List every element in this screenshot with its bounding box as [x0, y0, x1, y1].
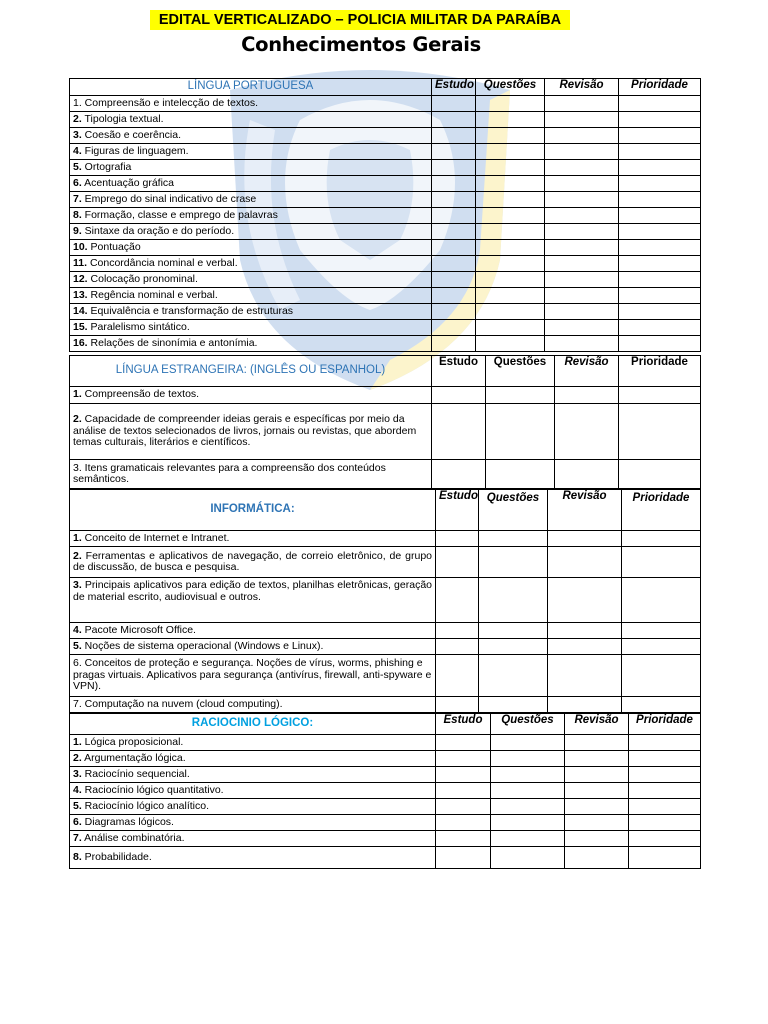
- prioridade-cell[interactable]: [619, 288, 701, 304]
- topic-text: 6. Diagramas lógicos.: [70, 815, 436, 831]
- revisao-cell[interactable]: [555, 460, 619, 489]
- prioridade-cell[interactable]: [629, 767, 701, 783]
- revisao-cell[interactable]: [545, 288, 619, 304]
- estudo-cell[interactable]: [436, 735, 491, 751]
- revisao-cell[interactable]: [565, 735, 629, 751]
- column-header-prioridade: Prioridade: [629, 714, 701, 735]
- topic-text: 7. Análise combinatória.: [70, 831, 436, 847]
- revisao-cell[interactable]: [548, 639, 622, 655]
- revisao-cell[interactable]: [548, 531, 622, 547]
- estudo-cell[interactable]: [436, 783, 491, 799]
- section-title: LÍNGUA PORTUGUESA: [70, 79, 432, 96]
- topic-text: 1. Conceito de Internet e Intranet.: [70, 531, 436, 547]
- topic-row: [70, 767, 701, 783]
- prioridade-cell[interactable]: [619, 256, 701, 272]
- prioridade-cell[interactable]: [619, 128, 701, 144]
- topic-text: 4. Pacote Microsoft Office.: [70, 623, 436, 639]
- estudo-cell[interactable]: [432, 128, 476, 144]
- questoes-cell[interactable]: [476, 256, 545, 272]
- topic-text: 4. Raciocínio lógico quantitativo.: [70, 783, 436, 799]
- topic-row: [70, 304, 701, 320]
- questoes-cell[interactable]: [479, 623, 548, 639]
- prioridade-cell[interactable]: [619, 96, 701, 112]
- prioridade-cell[interactable]: [629, 847, 701, 869]
- revisao-cell[interactable]: [548, 578, 622, 623]
- prioridade-cell[interactable]: [629, 751, 701, 767]
- revisao-cell[interactable]: [565, 847, 629, 869]
- column-header-questoes: Questões: [491, 714, 565, 735]
- revisao-cell[interactable]: [545, 144, 619, 160]
- questoes-cell[interactable]: [491, 831, 565, 847]
- column-header-prioridade: Prioridade: [619, 79, 701, 96]
- topic-text: 6. Acentuação gráfica: [70, 176, 432, 192]
- prioridade-cell[interactable]: [629, 783, 701, 799]
- estudo-cell[interactable]: [436, 831, 491, 847]
- revisao-cell[interactable]: [545, 176, 619, 192]
- topic-row: [70, 639, 701, 655]
- column-header-questoes: Questões: [479, 490, 548, 531]
- topic-text: 12. Colocação pronominal.: [70, 272, 432, 288]
- estudo-cell[interactable]: [432, 304, 476, 320]
- document-subtitle: Conhecimentos Gerais: [241, 33, 481, 56]
- topic-text: 1. Compreensão de textos.: [70, 387, 432, 404]
- estudo-cell[interactable]: [432, 112, 476, 128]
- estudo-cell[interactable]: [436, 531, 479, 547]
- topic-text: 5. Ortografia: [70, 160, 432, 176]
- revisao-cell[interactable]: [565, 815, 629, 831]
- estudo-cell[interactable]: [436, 655, 479, 697]
- questoes-cell[interactable]: [476, 208, 545, 224]
- section-header-row: [70, 490, 701, 531]
- questoes-cell[interactable]: [476, 96, 545, 112]
- column-header-estudo: Estudo: [432, 79, 476, 96]
- prioridade-cell[interactable]: [629, 831, 701, 847]
- topic-row: [70, 240, 701, 256]
- topic-text: 7. Emprego do sinal indicativo de crase: [70, 192, 432, 208]
- estudo-cell[interactable]: [436, 799, 491, 815]
- questoes-cell[interactable]: [486, 404, 555, 460]
- estudo-cell[interactable]: [432, 160, 476, 176]
- questoes-cell[interactable]: [479, 697, 548, 713]
- revisao-cell[interactable]: [555, 387, 619, 404]
- prioridade-cell[interactable]: [619, 304, 701, 320]
- questoes-cell[interactable]: [476, 304, 545, 320]
- revisao-cell[interactable]: [565, 831, 629, 847]
- revisao-cell[interactable]: [565, 783, 629, 799]
- topic-text: 5. Raciocínio lógico analítico.: [70, 799, 436, 815]
- topic-text: 3. Coesão e coerência.: [70, 128, 432, 144]
- topic-row: [70, 578, 701, 623]
- prioridade-cell[interactable]: [619, 320, 701, 336]
- questoes-cell[interactable]: [479, 639, 548, 655]
- estudo-cell[interactable]: [436, 639, 479, 655]
- column-header-revisao: Revisão: [565, 714, 629, 735]
- section-header-row: [70, 79, 701, 96]
- questoes-cell[interactable]: [491, 847, 565, 869]
- topic-text: 1. Compreensão e intelecção de textos.: [70, 96, 432, 112]
- column-header-estudo: Estudo: [436, 714, 491, 735]
- topic-text: 5. Noções de sistema operacional (Windows e Linux).: [70, 639, 436, 655]
- estudo-cell[interactable]: [432, 336, 476, 352]
- topic-text: 9. Sintaxe da oração e do período.: [70, 224, 432, 240]
- topic-row: [70, 224, 701, 240]
- estudo-cell[interactable]: [432, 460, 486, 489]
- estudo-cell[interactable]: [432, 192, 476, 208]
- topic-row: [70, 272, 701, 288]
- prioridade-cell[interactable]: [619, 144, 701, 160]
- prioridade-cell[interactable]: [619, 404, 701, 460]
- questoes-cell[interactable]: [486, 387, 555, 404]
- topic-text: 11. Concordância nominal e verbal.: [70, 256, 432, 272]
- topic-text: 15. Paralelismo sintático.: [70, 320, 432, 336]
- prioridade-cell[interactable]: [619, 387, 701, 404]
- topic-row: [70, 831, 701, 847]
- estudo-cell[interactable]: [432, 387, 486, 404]
- estudo-cell[interactable]: [436, 547, 479, 578]
- prioridade-cell[interactable]: [619, 160, 701, 176]
- topic-row: [70, 847, 701, 869]
- estudo-cell[interactable]: [432, 176, 476, 192]
- topic-row: [70, 144, 701, 160]
- section-lingua-estrangeira: [69, 355, 701, 489]
- estudo-cell[interactable]: [436, 578, 479, 623]
- prioridade-cell[interactable]: [622, 623, 701, 639]
- revisao-cell[interactable]: [548, 547, 622, 578]
- questoes-cell[interactable]: [476, 240, 545, 256]
- questoes-cell[interactable]: [476, 128, 545, 144]
- section-title: RACIOCINIO LÓGICO:: [70, 714, 436, 735]
- column-header-prioridade: Prioridade: [622, 490, 701, 531]
- estudo-cell[interactable]: [436, 697, 479, 713]
- revisao-cell[interactable]: [545, 160, 619, 176]
- topic-row: [70, 531, 701, 547]
- prioridade-cell[interactable]: [619, 192, 701, 208]
- topic-row: [70, 256, 701, 272]
- prioridade-cell[interactable]: [629, 799, 701, 815]
- revisao-cell[interactable]: [545, 208, 619, 224]
- prioridade-cell[interactable]: [629, 735, 701, 751]
- topic-text: 10. Pontuação: [70, 240, 432, 256]
- questoes-cell[interactable]: [491, 815, 565, 831]
- topic-text: 13. Regência nominal e verbal.: [70, 288, 432, 304]
- topic-text: 1. Lógica proposicional.: [70, 735, 436, 751]
- topic-text: 2. Capacidade de compreender ideias gerais e específicas por meio da análise de textos selecionados de livros, jornais ou revistas, que abordem temas culturais, literários e científicos.: [70, 404, 432, 460]
- estudo-cell[interactable]: [432, 96, 476, 112]
- section-title: INFORMÁTICA:: [70, 490, 436, 531]
- revisao-cell[interactable]: [565, 767, 629, 783]
- topic-row: [70, 751, 701, 767]
- estudo-cell[interactable]: [436, 815, 491, 831]
- prioridade-cell[interactable]: [619, 176, 701, 192]
- prioridade-cell[interactable]: [619, 336, 701, 352]
- prioridade-cell[interactable]: [622, 547, 701, 578]
- topic-row: [70, 387, 701, 404]
- topic-text: 2. Tipologia textual.: [70, 112, 432, 128]
- topic-text: 14. Equivalência e transformação de estruturas: [70, 304, 432, 320]
- prioridade-cell[interactable]: [622, 531, 701, 547]
- estudo-cell[interactable]: [432, 240, 476, 256]
- topic-row: [70, 547, 701, 578]
- questoes-cell[interactable]: [491, 751, 565, 767]
- topic-row: [70, 160, 701, 176]
- estudo-cell[interactable]: [436, 751, 491, 767]
- topic-row: [70, 460, 701, 489]
- topic-text: 8. Probabilidade.: [70, 847, 436, 869]
- questoes-cell[interactable]: [479, 531, 548, 547]
- topic-row: [70, 735, 701, 751]
- column-header-revisao: Revisão: [545, 79, 619, 96]
- questoes-cell[interactable]: [491, 799, 565, 815]
- column-header-revisao: Revisão: [548, 490, 622, 531]
- topic-row: [70, 320, 701, 336]
- questoes-cell[interactable]: [491, 767, 565, 783]
- estudo-cell[interactable]: [432, 288, 476, 304]
- questoes-cell[interactable]: [476, 288, 545, 304]
- revisao-cell[interactable]: [545, 224, 619, 240]
- column-header-prioridade: Prioridade: [619, 356, 701, 387]
- section-raciocinio-logico: [69, 713, 701, 869]
- revisao-cell[interactable]: [545, 192, 619, 208]
- section-lingua-portuguesa: [69, 78, 701, 352]
- prioridade-cell[interactable]: [619, 208, 701, 224]
- revisao-cell[interactable]: [555, 404, 619, 460]
- prioridade-cell[interactable]: [622, 578, 701, 623]
- revisao-cell[interactable]: [545, 128, 619, 144]
- questoes-cell[interactable]: [476, 224, 545, 240]
- prioridade-cell[interactable]: [622, 655, 701, 697]
- estudo-cell[interactable]: [432, 144, 476, 160]
- revisao-cell[interactable]: [565, 751, 629, 767]
- prioridade-cell[interactable]: [619, 224, 701, 240]
- estudo-cell[interactable]: [436, 623, 479, 639]
- column-header-questoes: Questões: [476, 79, 545, 96]
- revisao-cell[interactable]: [545, 240, 619, 256]
- prioridade-cell[interactable]: [622, 639, 701, 655]
- questoes-cell[interactable]: [486, 460, 555, 489]
- revisao-cell[interactable]: [545, 304, 619, 320]
- questoes-cell[interactable]: [476, 320, 545, 336]
- prioridade-cell[interactable]: [619, 112, 701, 128]
- topic-row: [70, 288, 701, 304]
- revisao-cell[interactable]: [545, 112, 619, 128]
- revisao-cell[interactable]: [545, 336, 619, 352]
- topic-row: [70, 623, 701, 639]
- topic-text: 16. Relações de sinonímia e antonímia.: [70, 336, 432, 352]
- estudo-cell[interactable]: [432, 224, 476, 240]
- section-informatica: [69, 489, 701, 713]
- topic-row: [70, 128, 701, 144]
- questoes-cell[interactable]: [476, 192, 545, 208]
- topic-text: 8. Formação, classe e emprego de palavras: [70, 208, 432, 224]
- topic-text: 2. Argumentação lógica.: [70, 751, 436, 767]
- topic-row: [70, 815, 701, 831]
- topic-text: 2. Ferramentas e aplicativos de navegação, de correio eletrônico, de grupo de discussão, de busca e pesquisa.: [70, 547, 436, 578]
- questoes-cell[interactable]: [476, 272, 545, 288]
- prioridade-cell[interactable]: [629, 815, 701, 831]
- prioridade-cell[interactable]: [619, 272, 701, 288]
- section-header-row: [70, 356, 701, 387]
- revisao-cell[interactable]: [548, 623, 622, 639]
- estudo-cell[interactable]: [436, 847, 491, 869]
- estudo-cell[interactable]: [432, 404, 486, 460]
- estudo-cell[interactable]: [432, 208, 476, 224]
- questoes-cell[interactable]: [479, 547, 548, 578]
- revisao-cell[interactable]: [545, 320, 619, 336]
- prioridade-cell[interactable]: [619, 460, 701, 489]
- topic-row: [70, 783, 701, 799]
- topic-row: [70, 96, 701, 112]
- estudo-cell[interactable]: [432, 272, 476, 288]
- topic-text: 4. Figuras de linguagem.: [70, 144, 432, 160]
- estudo-cell[interactable]: [432, 256, 476, 272]
- questoes-cell[interactable]: [476, 336, 545, 352]
- questoes-cell[interactable]: [476, 176, 545, 192]
- revisao-cell[interactable]: [548, 697, 622, 713]
- column-header-revisao: Revisão: [555, 356, 619, 387]
- topic-row: [70, 176, 701, 192]
- estudo-cell[interactable]: [432, 320, 476, 336]
- questoes-cell[interactable]: [491, 735, 565, 751]
- topic-text: 3. Principais aplicativos para edição de textos, planilhas eletrônicas, geração de material escrito, audiovisual e outros.: [70, 578, 436, 623]
- topic-row: [70, 112, 701, 128]
- topic-row: [70, 799, 701, 815]
- revisao-cell[interactable]: [545, 272, 619, 288]
- questoes-cell[interactable]: [479, 578, 548, 623]
- questoes-cell[interactable]: [476, 112, 545, 128]
- topic-row: [70, 208, 701, 224]
- topic-text: 6. Conceitos de proteção e segurança. Noções de vírus, worms, phishing e pragas virtuais. Aplicativos para segurança (antivírus, firewall, anti-spyware e VPN).: [70, 655, 436, 697]
- topic-row: [70, 404, 701, 460]
- estudo-cell[interactable]: [436, 767, 491, 783]
- topic-text: 7. Computação na nuvem (cloud computing).: [70, 697, 436, 713]
- revisao-cell[interactable]: [565, 799, 629, 815]
- questoes-cell[interactable]: [476, 160, 545, 176]
- section-title: LÍNGUA ESTRANGEIRA: (INGLÊS OU ESPANHOL): [70, 356, 432, 387]
- topic-row: [70, 697, 701, 713]
- topic-text: 3. Itens gramaticais relevantes para a compreensão dos conteúdos semânticos.: [70, 460, 432, 489]
- questoes-cell[interactable]: [476, 144, 545, 160]
- revisao-cell[interactable]: [545, 256, 619, 272]
- questoes-cell[interactable]: [491, 783, 565, 799]
- revisao-cell[interactable]: [548, 655, 622, 697]
- section-header-row: [70, 714, 701, 735]
- topic-row: [70, 192, 701, 208]
- document-title: EDITAL VERTICALIZADO – POLICIA MILITAR DA PARAÍBA: [150, 10, 570, 30]
- prioridade-cell[interactable]: [619, 240, 701, 256]
- topic-text: 3. Raciocínio sequencial.: [70, 767, 436, 783]
- column-header-estudo: Estudo: [432, 356, 486, 387]
- topic-row: [70, 655, 701, 697]
- revisao-cell[interactable]: [545, 96, 619, 112]
- questoes-cell[interactable]: [479, 655, 548, 697]
- column-header-estudo: Estudo: [436, 490, 479, 531]
- topic-row: [70, 336, 701, 352]
- prioridade-cell[interactable]: [622, 697, 701, 713]
- column-header-questoes: Questões: [486, 356, 555, 387]
